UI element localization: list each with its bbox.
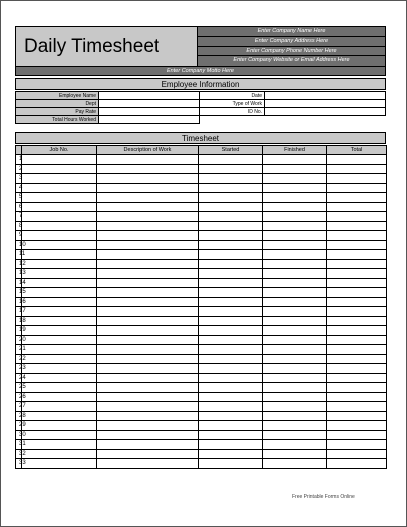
table-row [16, 402, 387, 412]
empty-cell [200, 116, 386, 124]
timesheet-cell[interactable] [327, 202, 387, 212]
row-number: 30 [16, 430, 22, 440]
timesheet-cell[interactable] [22, 221, 97, 231]
timesheet-cell[interactable] [199, 297, 263, 307]
timesheet-cell[interactable] [22, 335, 97, 345]
timesheet-cell[interactable] [327, 430, 387, 440]
row-number: 28 [16, 411, 22, 421]
employee-field-value[interactable] [99, 116, 200, 124]
timesheet-cell[interactable] [22, 364, 97, 374]
timesheet-cell[interactable] [327, 392, 387, 402]
row-number: 33 [16, 459, 22, 469]
timesheet-cell[interactable] [97, 259, 199, 269]
timesheet-cell[interactable] [327, 231, 387, 241]
timesheet-cell[interactable] [263, 402, 327, 412]
timesheet-heading: Timesheet [15, 132, 386, 144]
timesheet-cell[interactable] [22, 164, 97, 174]
timesheet-cell[interactable] [263, 411, 327, 421]
timesheet-cell[interactable] [199, 240, 263, 250]
timesheet-cell[interactable] [327, 383, 387, 393]
row-number: 11 [16, 250, 22, 260]
row-number: 22 [16, 354, 22, 364]
timesheet-cell[interactable] [263, 335, 327, 345]
row-number: 2 [16, 164, 22, 174]
table-row [16, 373, 387, 383]
timesheet-cell[interactable] [22, 231, 97, 241]
timesheet-cell[interactable] [327, 373, 387, 383]
row-number: 27 [16, 402, 22, 412]
timesheet-cell[interactable] [327, 212, 387, 222]
timesheet-cell[interactable] [199, 164, 263, 174]
timesheet-cell[interactable] [263, 155, 327, 165]
timesheet-cell[interactable] [22, 202, 97, 212]
timesheet-cell[interactable] [22, 212, 97, 222]
timesheet-cell[interactable] [327, 250, 387, 260]
timesheet-cell[interactable] [97, 231, 199, 241]
timesheet-cell[interactable] [327, 183, 387, 193]
timesheet-cell[interactable] [263, 174, 327, 184]
table-row [16, 354, 387, 364]
employee-field-value[interactable] [99, 92, 200, 100]
table-row [16, 164, 387, 174]
table-row [16, 212, 387, 222]
timesheet-cell[interactable] [22, 402, 97, 412]
row-number: 9 [16, 231, 22, 241]
table-row [16, 411, 387, 421]
timesheet-cell[interactable] [199, 354, 263, 364]
timesheet-cell[interactable] [199, 212, 263, 222]
timesheet-cell[interactable] [22, 440, 97, 450]
employee-info-row [16, 100, 386, 108]
timesheet-cell[interactable] [199, 383, 263, 393]
row-number: 26 [16, 392, 22, 402]
timesheet-cell[interactable] [199, 307, 263, 317]
timesheet-cell[interactable] [22, 278, 97, 288]
employee-info-row [16, 108, 386, 116]
timesheet-cell[interactable] [97, 449, 199, 459]
employee-field-value-right[interactable] [265, 100, 386, 108]
timesheet-cell[interactable] [199, 278, 263, 288]
row-number: 32 [16, 449, 22, 459]
timesheet-cell[interactable] [199, 288, 263, 298]
timesheet-cell[interactable] [199, 174, 263, 184]
table-row [16, 440, 387, 450]
table-row [16, 221, 387, 231]
company-name-field[interactable]: Enter Company Name Here [198, 27, 385, 37]
employee-field-label: Pay Rate [16, 108, 99, 116]
row-number: 24 [16, 373, 22, 383]
timesheet-cell[interactable] [327, 411, 387, 421]
timesheet-cell[interactable] [327, 316, 387, 326]
row-number: 14 [16, 278, 22, 288]
timesheet-cell[interactable] [263, 259, 327, 269]
table-row [16, 326, 387, 336]
timesheet-cell[interactable] [97, 269, 199, 279]
employee-info-row [16, 116, 386, 124]
table-row [16, 202, 387, 212]
timesheet-cell[interactable] [263, 459, 327, 469]
row-number: 29 [16, 421, 22, 431]
timesheet-cell[interactable] [97, 250, 199, 260]
timesheet-cell[interactable] [199, 449, 263, 459]
timesheet-cell[interactable] [263, 345, 327, 355]
timesheet-cell[interactable] [263, 231, 327, 241]
employee-field-label-right: Date [200, 92, 265, 100]
timesheet-cell[interactable] [263, 297, 327, 307]
column-header: Finished [263, 146, 327, 155]
row-number: 10 [16, 240, 22, 250]
table-row [16, 335, 387, 345]
table-row [16, 459, 387, 469]
timesheet-cell[interactable] [22, 240, 97, 250]
timesheet-cell[interactable] [199, 326, 263, 336]
table-row [16, 193, 387, 203]
employee-field-label-right: Type of Work [200, 100, 265, 108]
row-number: 23 [16, 364, 22, 374]
row-number: 12 [16, 259, 22, 269]
employee-field-value-right[interactable] [265, 108, 386, 116]
timesheet-cell[interactable] [97, 459, 199, 469]
timesheet-cell[interactable] [97, 240, 199, 250]
timesheet-cell[interactable] [97, 373, 199, 383]
table-row [16, 250, 387, 260]
table-row [16, 269, 387, 279]
timesheet-cell[interactable] [263, 278, 327, 288]
timesheet-cell[interactable] [97, 364, 199, 374]
row-number: 3 [16, 174, 22, 184]
table-row [16, 392, 387, 402]
table-row [16, 449, 387, 459]
timesheet-cell[interactable] [263, 383, 327, 393]
employee-info-row [16, 92, 386, 100]
timesheet-cell[interactable] [327, 326, 387, 336]
timesheet-cell[interactable] [199, 345, 263, 355]
timesheet-cell[interactable] [97, 307, 199, 317]
table-row [16, 307, 387, 317]
column-header: Total [327, 146, 387, 155]
timesheet-cell[interactable] [327, 259, 387, 269]
timesheet-cell[interactable] [199, 402, 263, 412]
timesheet-cell[interactable] [327, 288, 387, 298]
timesheet-cell[interactable] [97, 326, 199, 336]
timesheet-cell[interactable] [22, 345, 97, 355]
timesheet-cell[interactable] [97, 421, 199, 431]
timesheet-cell[interactable] [263, 430, 327, 440]
row-number: 5 [16, 193, 22, 203]
timesheet-cell[interactable] [263, 221, 327, 231]
timesheet-cell[interactable] [327, 402, 387, 412]
row-number: 6 [16, 202, 22, 212]
timesheet-cell[interactable] [199, 183, 263, 193]
timesheet-cell[interactable] [22, 297, 97, 307]
table-row [16, 316, 387, 326]
timesheet-cell[interactable] [327, 278, 387, 288]
timesheet-cell[interactable] [327, 164, 387, 174]
table-row [16, 231, 387, 241]
timesheet-cell[interactable] [199, 459, 263, 469]
timesheet-cell[interactable] [22, 411, 97, 421]
timesheet-cell[interactable] [327, 269, 387, 279]
timesheet-cell[interactable] [97, 202, 199, 212]
column-header: Started [199, 146, 263, 155]
timesheet-cell[interactable] [263, 373, 327, 383]
timesheet-cell[interactable] [263, 288, 327, 298]
row-number: 18 [16, 316, 22, 326]
timesheet-cell[interactable] [263, 316, 327, 326]
timesheet-cell[interactable] [327, 221, 387, 231]
timesheet-cell[interactable] [22, 193, 97, 203]
timesheet-cell[interactable] [22, 288, 97, 298]
row-number: 20 [16, 335, 22, 345]
employee-field-value[interactable] [99, 108, 200, 116]
row-number: 1 [16, 155, 22, 165]
employee-field-value-right[interactable] [265, 92, 386, 100]
timesheet-cell[interactable] [97, 155, 199, 165]
timesheet-cell[interactable] [327, 155, 387, 165]
company-info [198, 27, 385, 66]
timesheet-cell[interactable] [327, 449, 387, 459]
table-row [16, 240, 387, 250]
timesheet-cell[interactable] [199, 259, 263, 269]
timesheet-cell[interactable] [97, 440, 199, 450]
row-number: 13 [16, 269, 22, 279]
timesheet-cell[interactable] [22, 449, 97, 459]
timesheet-cell[interactable] [327, 421, 387, 431]
timesheet-cell[interactable] [263, 326, 327, 336]
timesheet-cell[interactable] [97, 345, 199, 355]
form-header [15, 26, 386, 67]
timesheet-cell[interactable] [22, 383, 97, 393]
timesheet-cell[interactable] [263, 449, 327, 459]
table-row [16, 155, 387, 165]
timesheet-cell[interactable] [263, 269, 327, 279]
timesheet-cell[interactable] [199, 373, 263, 383]
timesheet-cell[interactable] [263, 164, 327, 174]
timesheet-cell[interactable] [263, 183, 327, 193]
table-row [16, 183, 387, 193]
table-row [16, 278, 387, 288]
row-number: 25 [16, 383, 22, 393]
timesheet-cell[interactable] [199, 193, 263, 203]
timesheet-cell[interactable] [97, 174, 199, 184]
company-website-field[interactable]: Enter Company Website or Email Address Here [198, 56, 385, 66]
timesheet-cell[interactable] [97, 278, 199, 288]
employee-field-label: Dept [16, 100, 99, 108]
timesheet-cell[interactable] [199, 421, 263, 431]
timesheet-cell[interactable] [263, 307, 327, 317]
timesheet-cell[interactable] [199, 392, 263, 402]
timesheet-cell[interactable] [327, 440, 387, 450]
timesheet-cell[interactable] [22, 183, 97, 193]
timesheet-cell[interactable] [263, 193, 327, 203]
employee-field-value[interactable] [99, 100, 200, 108]
timesheet-cell[interactable] [263, 440, 327, 450]
table-row [16, 297, 387, 307]
timesheet-cell[interactable] [263, 392, 327, 402]
row-number: 16 [16, 297, 22, 307]
row-number: 19 [16, 326, 22, 336]
table-row [16, 174, 387, 184]
timesheet-cell[interactable] [199, 231, 263, 241]
timesheet-cell[interactable] [327, 354, 387, 364]
timesheet-cell[interactable] [97, 164, 199, 174]
timesheet-cell[interactable] [327, 307, 387, 317]
employee-field-label-right: ID No. [200, 108, 265, 116]
timesheet-cell[interactable] [97, 392, 199, 402]
timesheet-cell[interactable] [263, 354, 327, 364]
timesheet-cell[interactable] [97, 430, 199, 440]
timesheet-cell[interactable] [97, 297, 199, 307]
timesheet-cell[interactable] [22, 259, 97, 269]
timesheet-cell[interactable] [22, 174, 97, 184]
timesheet-cell[interactable] [97, 221, 199, 231]
row-number: 4 [16, 183, 22, 193]
timesheet-cell[interactable] [263, 240, 327, 250]
column-header: Description of Work [97, 146, 199, 155]
timesheet-cell[interactable] [22, 421, 97, 431]
timesheet-cell[interactable] [97, 183, 199, 193]
timesheet-cell[interactable] [199, 250, 263, 260]
timesheet-cell[interactable] [199, 440, 263, 450]
timesheet-cell[interactable] [263, 421, 327, 431]
column-header: Job No. [22, 146, 97, 155]
timesheet-cell[interactable] [97, 288, 199, 298]
table-row [16, 364, 387, 374]
table-row [16, 259, 387, 269]
row-number: 21 [16, 345, 22, 355]
row-number: 17 [16, 307, 22, 317]
timesheet-cell[interactable] [97, 383, 199, 393]
row-number: 8 [16, 221, 22, 231]
timesheet-cell[interactable] [97, 316, 199, 326]
timesheet-cell[interactable] [22, 392, 97, 402]
timesheet-cell[interactable] [199, 316, 263, 326]
timesheet-cell[interactable] [199, 411, 263, 421]
table-row [16, 430, 387, 440]
timesheet-cell[interactable] [199, 335, 263, 345]
timesheet-cell[interactable] [97, 402, 199, 412]
timesheet-cell[interactable] [22, 155, 97, 165]
timesheet-cell[interactable] [327, 335, 387, 345]
table-row [16, 383, 387, 393]
timesheet-cell[interactable] [327, 364, 387, 374]
row-number: 31 [16, 440, 22, 450]
timesheet-cell[interactable] [199, 202, 263, 212]
timesheet-cell[interactable] [327, 459, 387, 469]
table-row [16, 421, 387, 431]
timesheet-cell[interactable] [327, 240, 387, 250]
employee-info-table [15, 91, 386, 124]
timesheet-cell[interactable] [97, 212, 199, 222]
timesheet-cell[interactable] [263, 250, 327, 260]
timesheet-cell[interactable] [97, 354, 199, 364]
timesheet-cell[interactable] [22, 373, 97, 383]
company-motto-field[interactable]: Enter Company Motto Here [15, 67, 386, 76]
form-title: Daily Timesheet [16, 27, 198, 66]
company-address-field[interactable]: Enter Company Address Here [198, 37, 385, 47]
timesheet-cell[interactable] [199, 269, 263, 279]
row-number: 7 [16, 212, 22, 222]
timesheet-cell[interactable] [199, 430, 263, 440]
table-row [16, 288, 387, 298]
timesheet-cell[interactable] [22, 269, 97, 279]
employee-info-heading: Employee Information [15, 78, 386, 90]
timesheet-cell[interactable] [22, 430, 97, 440]
timesheet-cell[interactable] [327, 174, 387, 184]
timesheet-cell[interactable] [22, 250, 97, 260]
timesheet-table [15, 145, 387, 469]
timesheet-cell[interactable] [22, 316, 97, 326]
table-row [16, 345, 387, 355]
timesheet-cell[interactable] [22, 459, 97, 469]
company-phone-field[interactable]: Enter Company Phone Number Here [198, 47, 385, 57]
timesheet-cell[interactable] [199, 155, 263, 165]
timesheet-cell[interactable] [263, 202, 327, 212]
timesheet-cell[interactable] [327, 193, 387, 203]
timesheet-cell[interactable] [327, 345, 387, 355]
timesheet-cell[interactable] [263, 212, 327, 222]
timesheet-cell[interactable] [22, 307, 97, 317]
timesheet-cell[interactable] [97, 411, 199, 421]
employee-field-label: Total Hours Worked [16, 116, 99, 124]
timesheet-cell[interactable] [199, 364, 263, 374]
timesheet-cell[interactable] [22, 354, 97, 364]
footer-credit: Free Printable Forms Online [292, 494, 355, 500]
employee-field-label: Employee Name [16, 92, 99, 100]
timesheet-cell[interactable] [97, 335, 199, 345]
timesheet-cell[interactable] [199, 221, 263, 231]
row-number: 15 [16, 288, 22, 298]
timesheet-cell[interactable] [327, 297, 387, 307]
timesheet-cell[interactable] [263, 364, 327, 374]
timesheet-cell[interactable] [97, 193, 199, 203]
timesheet-cell[interactable] [22, 326, 97, 336]
